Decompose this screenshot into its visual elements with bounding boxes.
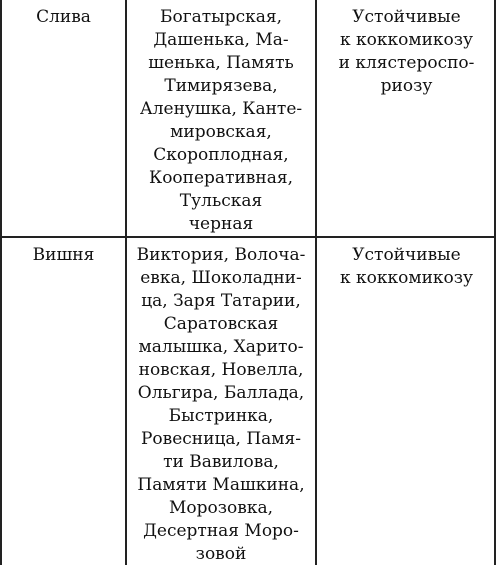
crop-name: Вишня [32,245,95,265]
variety-line: Кооперативная, [149,168,293,188]
variety-line: Виктория, Волоча- [136,245,306,265]
resistance-line: к коккомикозу [339,30,474,50]
variety-line: Памяти Машкина, [137,475,305,495]
variety-line: новская, Новелла, [138,360,304,380]
resistance-line: к коккомикозу [339,268,474,288]
variety-line: черная [188,214,254,234]
crop-cell-plum [2,0,125,236]
resistance-line: Устойчивые [352,245,461,265]
resistance-cell-plum [317,0,496,236]
variety-line: шенька, Память [148,53,294,73]
crop-cell-cherry [2,238,125,565]
variety-line: ца, Заря Татарии, [141,291,301,311]
variety-line: Дашенька, Ма- [153,30,289,50]
variety-line: Тимирязева, [164,76,278,96]
variety-line: Саратовская [163,314,279,334]
crop-name: Слива [36,7,91,27]
variety-line: Аленушка, Канте- [139,99,303,119]
variety-line: евка, Шоколадни- [140,268,302,288]
resistance-cell-cherry [317,238,496,565]
variety-line: Ровесница, Памя- [140,429,301,449]
resistance-line: и клястероспо- [338,53,475,73]
variety-line: зовой [195,544,247,564]
variety-line: Десертная Моро- [143,521,299,541]
variety-line: Морозовка, [168,498,273,518]
resistance-line: Устойчивые [352,7,461,27]
variety-line: Богатырская, [160,7,282,27]
varieties-cell-cherry [127,238,315,565]
variety-line: Тульская [179,191,263,211]
variety-line: малышка, Харито- [138,337,304,357]
variety-line: ти Вавилова, [163,452,279,472]
variety-line: Скороплодная, [153,145,289,165]
variety-line: мировская, [170,122,272,142]
varieties-cell-plum [127,0,315,236]
resistance-line: риозу [380,76,433,96]
variety-line: Ольгира, Баллада, [137,383,305,403]
variety-line: Быстринка, [168,406,274,426]
